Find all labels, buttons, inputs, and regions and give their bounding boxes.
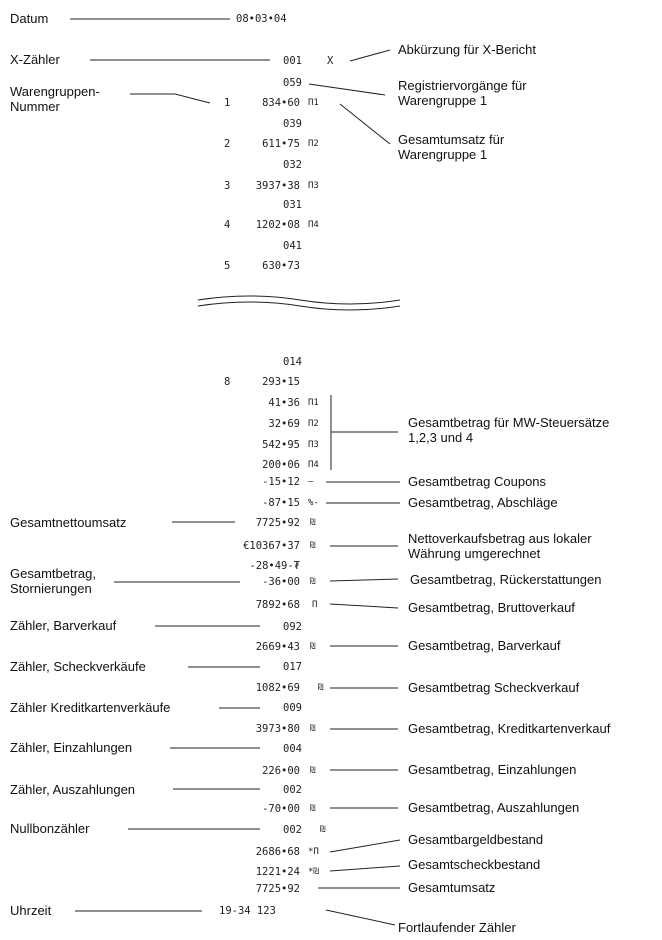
group-amount: 1202•08 — [255, 219, 300, 231]
tax-amount: 542•95 — [262, 439, 300, 451]
row-netto-eur-symbol: ₪ — [310, 541, 316, 551]
row-brutto-value: 7892•68 — [255, 599, 300, 611]
group8-number: 8 — [224, 376, 231, 388]
row-brutto-desc: Gesamtbetrag, Bruttoverkauf — [408, 600, 575, 615]
note-gesamtumsatz-wg1: Gesamtumsatz für Warengruppe 1 — [398, 132, 505, 162]
row-scheckbestand-desc: Gesamtscheckbestand — [408, 857, 541, 872]
row-bargeld-desc: Gesamtbargeldbestand — [408, 832, 544, 847]
x-counter-value: 001 — [283, 55, 302, 67]
row-bar-desc: Gesamtbetrag, Barverkauf — [408, 638, 561, 653]
tax-amount: 32•69 — [268, 418, 300, 430]
row-einzahlung-desc: Gesamtbetrag, Einzahlungen — [408, 762, 577, 777]
row-abschlaege-value: -87•15 — [262, 497, 300, 509]
note-registriervorgaenge: Registriervorgänge für Warengruppe 1 — [398, 78, 527, 108]
group8-count: 014 — [283, 356, 302, 368]
row-nettoumsatz-value: 7725•92 — [255, 517, 300, 529]
group-number: 3 — [224, 180, 231, 192]
row-netto-eur-value: €10367•37 — [243, 540, 300, 552]
group8-amount: 293•15 — [262, 376, 300, 388]
row-auszahlzaehler-label: Zähler, Auszahlungen — [10, 782, 136, 797]
tax-note: Gesamtbetrag für MW-Steuersätze 1,2,3 und 4 — [408, 415, 610, 445]
row-einzahlung-value: 226•00 — [262, 765, 300, 777]
group-number: 1 — [224, 97, 231, 109]
row-auszahlung-value: -70•00 — [262, 803, 300, 815]
row-scheckbestand-value: 1221•24 — [255, 866, 300, 878]
row-gesamtumsatz-desc: Gesamtumsatz — [408, 880, 496, 895]
group-count: 039 — [283, 118, 302, 130]
row-scheck-symbol: ₪ — [318, 683, 324, 693]
group-number: 4 — [224, 219, 231, 231]
group-number: 2 — [224, 138, 231, 150]
tax-amount: 41•36 — [268, 397, 300, 409]
row-auszahlzaehler-value: 002 — [283, 784, 302, 796]
tax-symbol: Π3 — [308, 440, 319, 450]
leader-scheckbestand — [330, 866, 400, 871]
row-uhrzeit-value: 19-34 123 — [219, 905, 276, 917]
row-bargeld-symbol: *Π — [308, 847, 319, 857]
leader-rueck — [330, 579, 398, 581]
leader-fortlaufend — [326, 910, 395, 925]
note-abkuerzung: Abkürzung für X-Bericht — [398, 42, 537, 57]
x-counter-symbol: X — [327, 55, 334, 67]
row-barzaehler-label: Zähler, Barverkauf — [10, 618, 117, 633]
row-einzahlung-symbol: ₪ — [310, 766, 316, 776]
group-amount: 834•60 — [262, 97, 300, 109]
datum-value: 08•03•04 — [236, 13, 287, 25]
row-scheckzaehler-label: Zähler, Scheckverkäufe — [10, 659, 146, 674]
row-kredit-symbol: ₪ — [310, 724, 316, 734]
tax-symbol: Π4 — [308, 460, 319, 470]
datum-label: Datum — [10, 11, 49, 26]
row-uhrzeit-label: Uhrzeit — [10, 903, 52, 918]
row-coupons-value: -15•12 — [262, 476, 300, 488]
row-netto-eur-desc: Nettoverkaufsbetrag aus lokaler Währung umgerechnet — [408, 531, 592, 561]
group-symbol: Π3 — [308, 181, 319, 191]
row-coupons-desc: Gesamtbetrag Coupons — [408, 474, 547, 489]
row-storno-b-value: -28•49-₮ — [249, 560, 300, 572]
tax-symbol: Π1 — [308, 398, 319, 408]
row-nullbon-value: 002 — [283, 824, 302, 836]
row-rueck-desc: Gesamtbetrag, Rückerstattungen — [410, 572, 602, 587]
leader-abk — [350, 50, 390, 61]
fortlaufender-zaehler-desc: Fortlaufender Zähler — [398, 920, 516, 935]
row-brutto-symbol: Π — [312, 600, 318, 610]
group-count: 031 — [283, 199, 302, 211]
row-einzahlzaehler-value: 004 — [283, 743, 302, 755]
row-kreditzaehler-label: Zähler Kreditkartenverkäufe — [10, 700, 171, 715]
row-rueck-value: -36•00 — [262, 576, 300, 588]
row-bargeld-value: 2686•68 — [255, 846, 300, 858]
tax-symbol: Π2 — [308, 419, 319, 429]
row-barzaehler-value: 092 — [283, 621, 302, 633]
row-kreditzaehler-value: 009 — [283, 702, 302, 714]
row-rueck-symbol: ₪ — [310, 577, 316, 587]
tax-amount: 200•06 — [262, 459, 300, 471]
group-amount: 611•75 — [262, 138, 300, 150]
warengruppen-label: Warengruppen- Nummer — [10, 84, 100, 114]
group-count: 032 — [283, 159, 302, 171]
row-kredit-desc: Gesamtbetrag, Kreditkartenverkauf — [408, 721, 611, 736]
row-auszahlung-symbol: ₪ — [310, 804, 316, 814]
row-scheck-value: 1082•69 — [255, 682, 300, 694]
row-abschlaege-desc: Gesamtbetrag, Abschläge — [408, 495, 558, 510]
row-bar-value: 2669•43 — [255, 641, 300, 653]
row-nullbon-symbol: ₪ — [320, 825, 326, 835]
row-nettoumsatz-symbol: ₪ — [310, 518, 316, 528]
leader-bargeld — [330, 840, 400, 852]
leader-warengruppe — [130, 94, 210, 103]
row-scheckzaehler-value: 017 — [283, 661, 302, 673]
group-symbol: Π1 — [308, 98, 319, 108]
row-auszahlung-desc: Gesamtbetrag, Auszahlungen — [408, 800, 580, 815]
leader-gesamtumsatz — [340, 104, 390, 144]
x-counter-label: X-Zähler — [10, 52, 60, 67]
group-count: 059 — [283, 77, 302, 89]
row-scheck-desc: Gesamtbetrag Scheckverkauf — [408, 680, 580, 695]
group-symbol: Π2 — [308, 139, 319, 149]
group-amount: 3937•38 — [255, 180, 300, 192]
group-count: 041 — [283, 240, 302, 252]
row-nullbon-label: Nullbonzähler — [10, 821, 90, 836]
group-number: 5 — [224, 260, 231, 272]
row-scheckbestand-symbol: *₪ — [308, 867, 319, 877]
group-amount: 630•73 — [262, 260, 300, 272]
row-storno-label: Gesamtbetrag, Stornierungen — [10, 566, 96, 596]
row-bar-symbol: ₪ — [310, 642, 316, 652]
row-einzahlzaehler-label: Zähler, Einzahlungen — [10, 740, 133, 755]
row-abschlaege-symbol: %- — [308, 498, 319, 508]
row-gesamtumsatz-value: 7725•92 — [255, 883, 300, 895]
row-coupons-symbol: – — [308, 477, 314, 487]
leader-reg — [309, 84, 385, 95]
row-kredit-value: 3973•80 — [255, 723, 300, 735]
group-symbol: Π4 — [308, 220, 319, 230]
row-nettoumsatz-label: Gesamtnettoumsatz — [10, 515, 127, 530]
leader-brutto — [330, 604, 398, 608]
